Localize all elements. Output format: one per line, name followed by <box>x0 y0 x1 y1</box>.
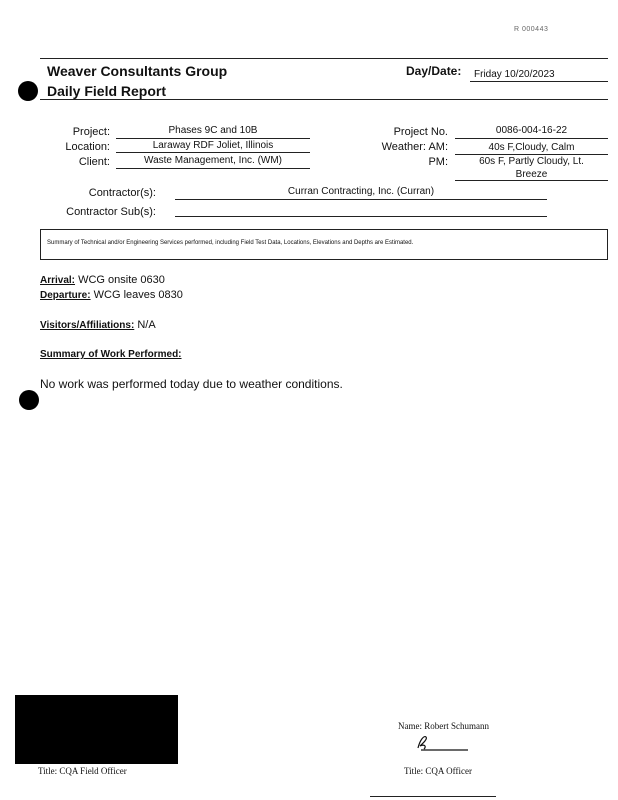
day-date-underline <box>470 81 608 82</box>
contractors-value: Curran Contracting, Inc. (Curran) <box>287 186 435 197</box>
punch-hole-icon <box>18 81 38 101</box>
report-title: Daily Field Report <box>47 83 167 99</box>
contractor-subs-label: Contractor Sub(s): <box>66 206 156 218</box>
location-value: Laraway RDF Joliet, Illinois <box>152 140 274 151</box>
day-date-value: Friday 10/20/2023 <box>474 69 555 80</box>
weather-am-underline <box>455 154 608 155</box>
visitors-line <box>40 319 156 331</box>
signer-name: Name: Robert Schumann <box>398 721 489 731</box>
left-title: Title: CQA Field Officer <box>38 766 127 776</box>
visitors-label: Visitors/Affiliations: <box>40 320 135 331</box>
work-note: No work was performed today due to weather conditions. <box>40 377 343 391</box>
project-value: Phases 9C and 10B <box>168 125 258 136</box>
day-date-label: Day/Date: <box>406 64 462 78</box>
arrival-label: Arrival: <box>40 275 76 286</box>
departure-label: Departure: <box>40 290 91 301</box>
contractors-underline <box>175 199 547 200</box>
summary-heading: Summary of Work Performed: <box>40 349 182 360</box>
location-underline <box>116 152 310 153</box>
weather-pm-label: PM: <box>428 156 448 168</box>
client-label: Client: <box>78 156 110 168</box>
location-label: Location: <box>65 141 110 153</box>
weather-pm-value: 60s F, Partly Cloudy, Lt. <box>479 156 584 167</box>
client-underline <box>116 168 310 169</box>
project-no-value: 0086-004-16-22 <box>495 125 568 136</box>
weather-pm-value-continued: Breeze <box>515 169 548 180</box>
redacted-signature-block <box>15 695 178 764</box>
departure-line <box>40 289 183 301</box>
title-rule <box>40 99 608 100</box>
arrival-value: WCG onsite 0630 <box>78 274 165 286</box>
summary-heading-line <box>40 348 182 360</box>
punch-hole-icon <box>19 390 39 410</box>
contractor-subs-underline <box>175 216 547 217</box>
project-label: Project: <box>72 126 110 138</box>
arrival-line <box>40 274 165 286</box>
project-no-underline <box>455 138 608 139</box>
header-rule <box>40 58 608 59</box>
project-underline <box>116 138 310 139</box>
project-no-label: Project No. <box>393 126 448 138</box>
contractors-label: Contractor(s): <box>88 187 156 199</box>
bottom-signature-line <box>370 796 496 797</box>
client-value: Waste Management, Inc. (WM) <box>144 155 282 166</box>
signature-mark-icon <box>412 732 472 754</box>
organization-name: Weaver Consultants Group <box>47 63 228 79</box>
bates-number: R 000443 <box>514 26 549 33</box>
weather-pm-underline <box>455 180 608 181</box>
weather-am-value: 40s F,Cloudy, Calm <box>488 142 575 153</box>
right-title: Title: CQA Officer <box>404 766 473 776</box>
departure-value: WCG leaves 0830 <box>93 289 183 301</box>
weather-am-label: Weather: AM: <box>381 141 448 153</box>
visitors-value: N/A <box>137 319 156 331</box>
summary-note-text: Summary of Technical and/or Engineering Services performed, including Field Test Data, Locations, Elevations and Depths are Estimated. <box>47 240 414 246</box>
